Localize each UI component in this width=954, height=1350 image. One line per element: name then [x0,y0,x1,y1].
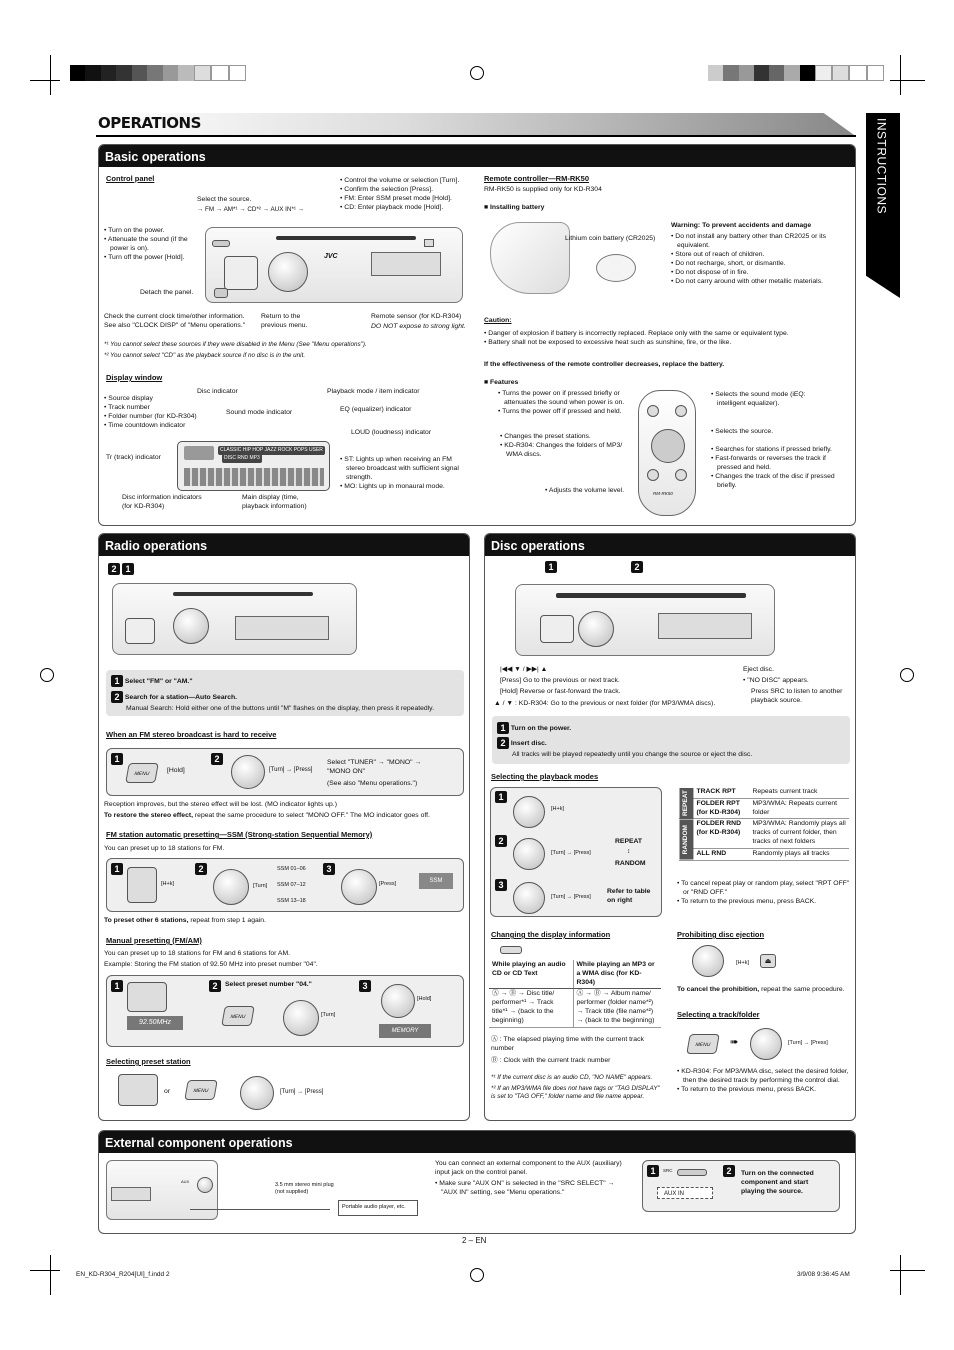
mono-note-2: To restore the stereo effect, repeat the same procedure to select "MONO OFF." The MO indicator goes off. [104,812,430,819]
remote-controller-illustration [638,390,696,516]
ssm-heading: FM station automatic presetting—SSM (Strong-station Sequential Memory) [106,830,373,839]
square-bullet-icon: ■ [484,204,490,211]
display-window-lcd [177,441,330,491]
display-fn1: *¹ If the current disc is an audio CD, "NO NAME" appears. [491,1074,653,1081]
ssm-preset-text: You can preset up to 18 stations for FM. [104,845,225,852]
fm-weak-heading: When an FM stereo broadcast is hard to receive [106,730,277,739]
select-preset-turn-press: [Turn] → [Press] [280,1089,324,1095]
tuner-buttons[interactable] [127,867,157,903]
manual-preset-heading: Manual presetting (FM/AM) [106,936,202,945]
fm-weak-steps: 1 MENU [Hold] 2 [Turn] → [Press] Select "TUNER" → "MONO" → "MONO ON" (See also "Menu operations.") [106,748,464,796]
or-text: or [164,1088,171,1095]
title-banner [96,113,854,135]
aux-in-lcd: AUX IN [657,1187,713,1199]
radio-step-badges: 2 1 [108,563,134,575]
plug-label: 3.5 mm stereo mini plug (not supplied) [275,1182,334,1196]
eject-icon: ⏏ [764,958,772,965]
disc-step-note: All tracks will be played repeatedly until you change the source or eject the disc. [512,751,753,758]
remote-vol-plus[interactable] [675,469,687,481]
playback-modes-steps: 1 [H+k] 2 [Turn] → [Press] REPEAT ↕ RANDOM 3 [Turn] → [Press] Refer to table on right [490,787,662,917]
select-preset-heading: Selecting preset station [106,1057,191,1066]
manual-preset-steps: 1 92.50MHz 2 Select preset number "04." MENU [Turn] 3 [Hold] MEMORY [106,975,464,1047]
memory-lcd: MEMORY [379,1024,431,1038]
display-b: Ⓑ : Clock with the current track number [491,1057,611,1064]
disc-step-badge-1: 1 [545,561,557,573]
clock-text: Check the current clock time/other information. See also "CLOCK DISP" of "Menu operations." [104,313,246,329]
detach-text: Detach the panel. [140,289,194,296]
control-dial[interactable] [513,796,545,828]
prohibit-heading: Prohibiting disc ejection [677,930,765,939]
radio-step-2: 2 Search for a station—Auto Search. [111,691,237,703]
preset-tuner-buttons[interactable] [118,1074,158,1106]
prohibit-cancel: To cancel the prohibition, repeat the same procedure. [677,986,845,993]
manual-preset-line2: Example: Storing the FM station of 92.50 MHz into preset number "04". [104,961,318,968]
disp-button[interactable] [500,946,522,954]
remote-att-button[interactable] [647,405,659,417]
portable-player-label: Portable audio player, etc. [342,1204,406,1210]
footnote-1: *¹ You cannot select these sources if they were disabled in the Menu (See "Menu operations"). [104,341,367,348]
eject-button[interactable] [424,239,434,247]
page-number: 2 – EN [462,1236,487,1245]
color-bar-right [708,65,884,81]
crop-mark [50,55,51,95]
external-text-1: You can connect an external component to the AUX (auxiliary) input jack on the control panel. [435,1160,622,1176]
disc-indicator-label: Disc indicator [197,388,238,395]
feature-right-1: • Selects the sound mode (iEQ: intelligent equalizer). [711,391,836,409]
ssm-repeat-text: To preset other 6 stations, repeat from step 1 again. [104,917,266,924]
control-dial[interactable] [381,984,415,1018]
control-dial[interactable] [513,838,545,870]
return-text: Return to the previous menu. [261,313,308,329]
menu-button[interactable]: MENU [184,1080,218,1100]
radio-head-unit [112,583,357,655]
battery-label: Lithium coin battery (CR2025) [565,235,656,242]
disc-step-1: 1 Turn on the power. [497,722,571,734]
no-disc-items: • "NO DISC" appears. [743,677,848,686]
eq-label: EQ (equalizer) indicator [340,406,412,413]
disc-info-label: Disc information indicators (for KD-R304) [122,494,202,510]
arrow-icon: ➠ [730,1037,739,1048]
disc-slot [276,236,416,240]
folder-items: • KD-R304: For MP3/WMA disc, select the desired folder, then the desired track by performing the control dial. • To return to the previous menu, press BACK. [677,1068,852,1095]
aux-jack[interactable] [197,1177,213,1193]
cancel-items: • To cancel repeat play or random play, select "RPT OFF" or "RND OFF." • To return to the previous menu, press BACK. [677,880,852,907]
control-dial[interactable] [231,755,265,789]
external-head-unit [106,1160,218,1220]
remote-battery-illustration [490,222,570,294]
installing-battery: ■ Installing battery [484,204,545,211]
coin-battery-illustration [596,254,636,282]
effectiveness-text: If the effectiveness of the remote controller decreases, replace the battery. [484,361,725,368]
aux-jack-label: AUX [181,1179,190,1184]
src-button[interactable] [677,1169,707,1176]
ssm-steps: 1 [H+k] 2 [Turn] SSM 01–06 SSM 07–12 SSM 13–18 3 [Press] SSM [106,858,464,912]
control-dial[interactable] [268,252,308,292]
remote-cross-pad[interactable] [651,429,685,463]
external-items: • Make sure "AUX ON" is selected in the "SRC SELECT" → "AUX IN" setting, see "Menu operations." [435,1180,625,1198]
display-a: Ⓐ : The elapsed playing time with the current track number [491,1036,644,1052]
display-window-heading: Display window [106,373,163,382]
track-folder-heading: Selecting a track/folder [677,1010,760,1019]
lcd-display [658,613,752,639]
feature-right-3: • Searches for stations if pressed briefly. • Fast-forwards or reverses the track if pressed and held. • Changes the track of the disc if pressed briefly. [711,446,841,491]
power-button[interactable] [212,240,230,247]
control-items: • Control the volume or selection [Turn]. • Confirm the selection [Press]. • FM: Enter SSM preset mode [Hold]. • CD: Enter playback mode [Hold]. [340,177,475,213]
footer-timestamp: 3/9/08 9:36:45 AM [797,1271,850,1278]
feature-left-1: • Turns the power on if pressed briefly or attenuates the sound when power is on. • Turns the power off if pressed and held. [498,390,633,417]
caution-title: Caution: [484,317,512,324]
disc-updown-text: ▲ / ▼ : KD-R304: Go to the previous or next folder (for MP3/WMA discs). [494,700,716,707]
lcd-display [371,252,441,276]
remote-vol-minus[interactable] [647,469,659,481]
disc-slot [173,592,313,596]
manual-search-text: Manual Search: Hold either one of the buttons until "M" flashes on the display, then press it repeatedly. [126,705,434,712]
radio-step-1: 1 Select "FM" or "AM." [111,675,193,687]
brand-logo: JVC [324,253,338,260]
eject-button[interactable] [760,954,776,968]
crop-mark [890,80,925,81]
playback-modes-heading: Selecting the playback modes [491,772,599,781]
src-label: SRC [663,1168,673,1173]
head-unit-panel [205,227,463,303]
press-src-text: Press SRC to listen to another playback source. [751,688,843,704]
main-display-label: Main display (time, playback information) [242,494,307,510]
nav-pad[interactable] [224,256,258,290]
crop-mark [50,1255,51,1295]
section-title: Radio operations [99,534,469,556]
section-title: Disc operations [485,534,855,556]
feature-left-3: • Adjusts the volume level. [545,487,635,496]
cable [190,1209,330,1210]
manual-preset-line1: You can preset up to 18 stations for FM and 6 stations for AM. [104,950,291,957]
crop-mark [900,1255,901,1295]
nav-pad[interactable] [125,618,155,644]
control-dial[interactable] [750,1028,782,1060]
remote-model-label: RM-RK50 [653,491,673,496]
power-items: • Turn on the power. • Attenuate the sound (if the power is on). • Turn off the power [Hold]. [104,227,200,263]
detach-button[interactable] [214,288,228,298]
ssm-lcd: SSM [419,873,453,889]
control-dial[interactable] [240,1076,274,1110]
tuner-buttons[interactable] [127,982,167,1012]
lcd-display [235,616,329,640]
select-source-text: Select the source. [197,196,252,203]
remote-sound-button[interactable] [675,405,687,417]
lcd-display [111,1187,151,1201]
lcd-digits [184,446,214,460]
loud-label: LOUD (loudness) indicator [351,429,432,436]
disc-ctrl-title: |◀◀ ▼ / ▶▶| ▲ [500,666,548,673]
disc-step-2: 2 Insert disc. [497,737,547,749]
lcd-mode-strip: DISC RND MP3 [224,455,260,461]
crop-mark [890,1270,925,1271]
square-bullet-icon: ■ [484,379,490,386]
display-fn2: *² If an MP3/WMA file does not have tags or "TAG DISPLAY" is set to "TAG OFF," folder name and file name appear. [491,1085,660,1101]
lcd-main [184,468,324,486]
control-dial[interactable] [173,608,209,644]
feature-right-2: • Selects the source. [711,428,836,437]
side-tab-label: INSTRUCTIONS [874,118,889,214]
color-bar-left [70,65,246,81]
prohibit-hold: [H+k] [736,960,749,966]
registration-mark [470,66,484,80]
lcd-genre-strip: CLASSIC HIP HOP JAZZ ROCK POPS USER [220,447,323,453]
playback-mode-label: Playback mode / item indicator [327,388,420,395]
external-steps: 1 SRC AUX IN 2 Turn on the connected component and start playing the source. [642,1160,840,1212]
menu-button[interactable]: MENU [686,1034,720,1054]
crop-mark [900,55,901,95]
remote-sensor-note: DO NOT expose to strong light. [371,323,466,330]
mono-note-1: Reception improves, but the stereo effect will be lost. (MO indicator lights up.) [104,801,337,808]
nav-pad[interactable] [540,615,574,643]
footer-file: EN_KD-R304_R204[UI]_f.indd 2 [76,1271,170,1278]
remote-heading: Remote controller—RM-RK50 [484,174,590,183]
control-dial[interactable] [578,611,614,647]
feature-left-2: • Changes the preset stations. • KD-R304: Changes the folders of MP3/ WMA discs. [500,433,630,460]
st-mo-items: • ST: Lights up when receiving an FM stereo broadcast with sufficient signal strength. • MO: Lights up in monaural mode. [340,456,465,492]
registration-mark [40,668,54,682]
page-title: OPERATIONS [98,114,201,132]
control-dial[interactable] [341,869,377,905]
warning-items: • Do not install any battery other than CR2025 or its equivalent. • Store out of reach of children. • Do not recharge, short, or dismantle. • Do not dispose of in fire. • Do not carry around with other metallic materials. [671,233,831,287]
frequency-lcd: 92.50MHz [127,1016,183,1030]
control-dial[interactable] [513,882,545,914]
display-info-heading: Changing the display information [491,930,611,939]
disc-press-text: [Press] Go to the previous or next track. [500,677,620,684]
tr-label: Tr (track) indicator [106,454,161,461]
registration-mark [470,1268,484,1282]
control-dial[interactable] [283,1000,319,1036]
source-chain-text: → FM → AM*¹ → CD*² → AUX IN*¹ → [197,206,305,213]
warning-title: Warning: To prevent accidents and damage [671,222,812,229]
remote-supplied: RM-RK50 is supplied only for KD-R304 [484,186,602,193]
registration-mark [900,668,914,682]
disc-slot [556,593,746,598]
display-info-table: While playing an audio CD or CD Text While playing an MP3 or a WMA disc (for KD-R304) Ⓐ → Ⓑ → Disc title/ performer*¹ → Track title*¹ → (back to the beginning) Ⓐ → Ⓑ → Album name/ performer (folder name*²) → Track title (file name*²) → (back to the beginning) [489,960,661,1028]
playback-mode-table: REPEAT TRACK RPT Repeats current track FOLDER RPT (for KD-R304) MP3/WMA: Repeats current folder RANDOM FOLDER RND (for KD-R304) MP3/WMA: Randomly plays all tracks of current folder, then tracks of next folders ALL RND Randomly plays all tracks [679,787,849,861]
display-items: • Source display • Track number • Folder number (for KD-R304) • Time countdown indicator [104,395,204,431]
up-down-arrow-icon: ↕ [627,848,631,855]
features-title: ■ Features [484,379,519,386]
folder-turn-press: [Turn] → [Press] [788,1040,828,1046]
control-panel-heading: Control panel [106,174,155,183]
control-dial[interactable] [692,945,724,977]
footnote-2: *² You cannot select "CD" as the playback source if no disc is in the unit. [104,352,306,359]
eject-text: Eject disc. [743,666,774,673]
crop-mark [30,1270,60,1271]
control-dial[interactable] [213,869,249,905]
remote-sensor-text: Remote sensor (for KD-R304) [371,313,462,320]
menu-button[interactable]: MENU [125,763,159,783]
sound-mode-label: Sound mode indicator [226,409,293,416]
disc-head-unit [515,584,775,656]
crop-mark [30,80,60,81]
title-underline [96,135,856,137]
menu-button[interactable]: MENU [221,1006,255,1026]
section-title: Basic operations [99,145,855,167]
disc-hold-text: [Hold] Reverse or fast-forward the track. [500,688,621,695]
section-title: External component operations [99,1131,855,1153]
disc-step-badge-2: 2 [631,561,643,573]
caution-items: • Danger of explosion if battery is incorrectly replaced. Replace only with the same or equivalent type. • Battery shall not be exposed to excessive heat such as sunshine, fire, or the like. [484,330,844,348]
